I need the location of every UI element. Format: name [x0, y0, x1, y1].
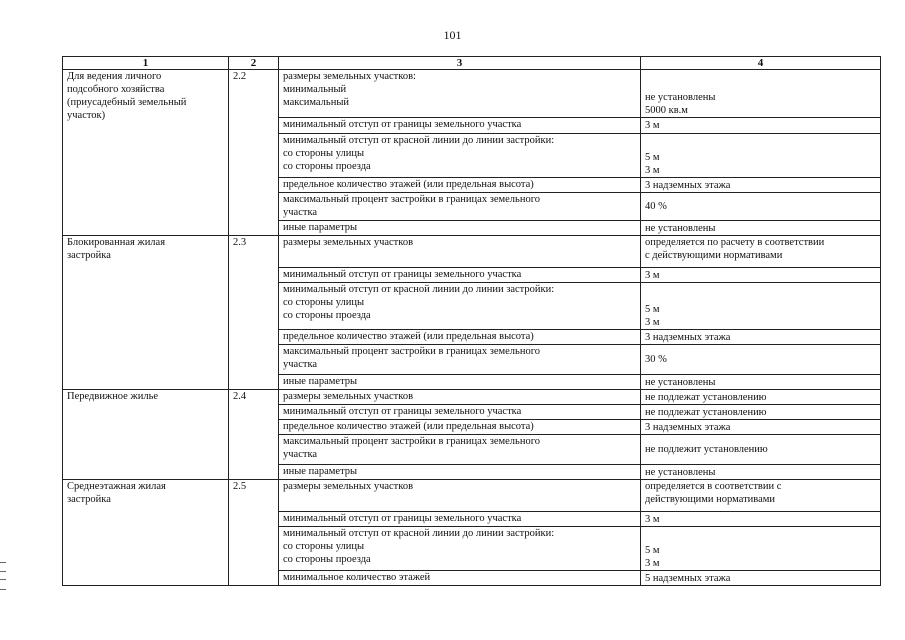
use-code: 2.5 [229, 480, 279, 586]
parameter-cell [279, 330, 641, 345]
value-line: 3 надземных этажа [645, 179, 731, 191]
page-number: 101 [443, 28, 462, 42]
value-line: 3 надземных этажа [645, 421, 731, 433]
parameter-cell [279, 70, 641, 118]
value-line: не установлены [645, 376, 716, 388]
parameter-line: предельное количество этажей (или предельная высота) [283, 331, 534, 342]
parameter-line: максимальный [283, 97, 349, 108]
parameter-cell [279, 221, 641, 236]
parameter-line: максимальный процент застройки в границах земельного [283, 194, 541, 205]
parameter-line: со стороны проезда [283, 161, 371, 172]
land-use-type [63, 480, 229, 586]
parameter-line: максимальный процент застройки в границах земельного [283, 436, 541, 447]
value-line: определяется в соответствии с [645, 481, 782, 492]
parameter-line: минимальный [283, 84, 347, 95]
land-use-line: застройка [67, 250, 111, 261]
column-header: 1 [63, 57, 229, 70]
parameter-cell [279, 465, 641, 480]
parameter-line: размеры земельных участков: [283, 71, 416, 82]
parameter-cell [279, 480, 641, 512]
column-header: 2 [229, 57, 279, 70]
value-line: не установлены [645, 92, 716, 103]
value-line: 3 надземных этажа [645, 331, 731, 343]
value-cell [641, 193, 881, 221]
parameter-line: размеры земельных участков [283, 481, 414, 492]
value-line: 30 % [645, 354, 667, 365]
parameter-cell [279, 236, 641, 268]
value-cell [641, 118, 881, 134]
parameter-cell [279, 268, 641, 283]
land-use-line: подсобного хозяйства [67, 84, 165, 95]
value-line: действующими нормативами [645, 494, 776, 505]
parameter-line: предельное количество этажей (или предельная высота) [283, 179, 534, 190]
parameter-line: максимальный процент застройки в границах земельного [283, 346, 541, 357]
parameter-line: участка [283, 359, 318, 370]
table-row [63, 70, 881, 118]
value-line: не подлежит установлению [645, 444, 768, 455]
parameter-line: минимальный отступ от красной линии до линии застройки: [283, 135, 555, 146]
parameter-cell [279, 390, 641, 405]
value-cell [641, 435, 881, 465]
parameter-cell [279, 420, 641, 435]
parameter-line: минимальный отступ от границы земельного участка [283, 513, 522, 524]
column-header: 3 [279, 57, 641, 70]
table-row [63, 236, 881, 268]
value-line: определяется по расчету в соответствии [645, 237, 825, 248]
parameter-line: со стороны улицы [283, 297, 365, 308]
land-use-type [63, 390, 229, 480]
parameter-line: минимальный отступ от границы земельного участка [283, 119, 522, 130]
land-use-line: Передвижное жилье [67, 391, 159, 402]
land-use-line: (приусадебный земельный [67, 97, 187, 108]
parameter-cell [279, 375, 641, 390]
value-line: 5000 кв.м [645, 105, 688, 116]
parameter-cell [279, 118, 641, 134]
parameter-cell [279, 193, 641, 221]
value-line: не подлежат установлению [645, 391, 767, 403]
value-line: с действующими нормативами [645, 250, 783, 261]
parameter-line: минимальное количество этажей [283, 572, 431, 583]
value-line: 40 % [645, 201, 667, 212]
table-row [63, 390, 881, 405]
value-cell [641, 330, 881, 345]
value-line: не подлежат установлению [645, 406, 767, 418]
value-cell [641, 465, 881, 480]
value-cell [641, 345, 881, 375]
parameter-line: со стороны улицы [283, 541, 365, 552]
land-use-type [63, 70, 229, 236]
parameter-line: минимальный отступ от границы земельного участка [283, 406, 522, 417]
parameter-line: размеры земельных участков [283, 391, 414, 402]
value-line: 3 м [645, 120, 660, 131]
value-cell [641, 221, 881, 236]
land-use-line: Блокированная жилая [67, 237, 166, 248]
value-cell [641, 527, 881, 571]
use-code: 2.3 [229, 236, 279, 390]
value-cell [641, 405, 881, 420]
value-line: 5 м [645, 152, 660, 163]
parameter-line: размеры земельных участков [283, 237, 414, 248]
parameter-line: со стороны улицы [283, 148, 365, 159]
parameter-line: со стороны проезда [283, 310, 371, 321]
value-line: 5 м [645, 304, 660, 315]
value-line: 3 м [645, 269, 660, 281]
value-cell [641, 268, 881, 283]
parameter-cell [279, 405, 641, 420]
value-line: не установлены [645, 222, 716, 234]
parameter-cell [279, 134, 641, 178]
value-cell [641, 375, 881, 390]
parameter-line: иные параметры [283, 222, 358, 233]
use-code: 2.2 [229, 70, 279, 236]
value-cell [641, 390, 881, 405]
parameter-line: минимальный отступ от границы земельного участка [283, 269, 522, 280]
value-line: 3 м [645, 317, 660, 328]
value-line: 5 надземных этажа [645, 572, 731, 584]
value-line: 3 м [645, 558, 660, 569]
parameter-cell [279, 178, 641, 193]
parameter-line: участка [283, 449, 318, 460]
value-line: не установлены [645, 466, 716, 478]
value-cell [641, 420, 881, 435]
value-line: 5 м [645, 545, 660, 556]
parameter-cell [279, 283, 641, 330]
land-use-line: Среднеэтажная жилая [67, 481, 166, 492]
value-line: 3 м [645, 513, 660, 525]
value-line: 3 м [645, 165, 660, 176]
scan-edge-mark [0, 562, 6, 590]
column-header: 4 [641, 57, 881, 70]
zoning-parameters-table [62, 56, 881, 586]
land-use-line: Для ведения личного [67, 71, 162, 82]
parameter-cell [279, 512, 641, 527]
table-body [63, 70, 881, 586]
parameter-line: со стороны проезда [283, 554, 371, 565]
value-cell [641, 70, 881, 118]
parameter-line: иные параметры [283, 376, 358, 387]
parameter-cell [279, 571, 641, 586]
land-use-line: участок) [67, 110, 106, 121]
value-cell [641, 480, 881, 512]
value-cell [641, 512, 881, 527]
parameter-cell [279, 345, 641, 375]
parameter-line: минимальный отступ от красной линии до линии застройки: [283, 528, 555, 539]
land-use-type [63, 236, 229, 390]
parameter-cell [279, 435, 641, 465]
value-cell [641, 283, 881, 330]
table-header-row [63, 57, 881, 70]
parameter-line: иные параметры [283, 466, 358, 477]
parameter-line: предельное количество этажей (или предельная высота) [283, 421, 534, 432]
table-row [63, 480, 881, 512]
value-cell [641, 236, 881, 268]
land-use-line: застройка [67, 494, 111, 505]
use-code: 2.4 [229, 390, 279, 480]
parameter-line: минимальный отступ от красной линии до линии застройки: [283, 284, 555, 295]
parameter-cell [279, 527, 641, 571]
value-cell [641, 571, 881, 586]
value-cell [641, 134, 881, 178]
value-cell [641, 178, 881, 193]
parameter-line: участка [283, 207, 318, 218]
